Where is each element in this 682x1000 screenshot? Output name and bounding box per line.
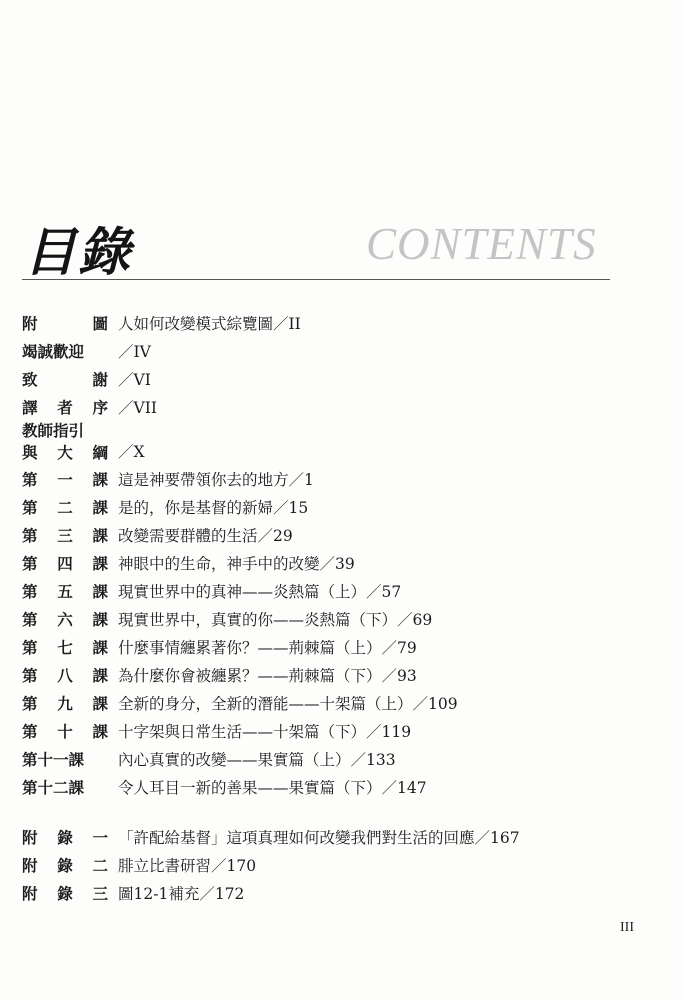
toc-entry-label: 附 錄 三 xyxy=(22,885,108,903)
toc-entry-title: 十字架與日常生活——十架篇（下）／119 xyxy=(118,723,412,741)
toc-entry-title: 腓立比書研習／170 xyxy=(118,857,257,875)
toc-entry xyxy=(22,394,642,422)
toc-entry-label: 第十二課 xyxy=(22,779,85,797)
toc-entry-title: ／VII xyxy=(118,399,157,417)
toc-entry-title: 現實世界中，真實的你——炎熱篇（下）／69 xyxy=(118,611,433,629)
toc-entry-label-line1: 教師指引 xyxy=(22,422,85,440)
toc-entry-label: 第 六 課 xyxy=(22,611,108,629)
toc-entry xyxy=(22,578,642,606)
toc-entry-label: 致 謝 xyxy=(22,371,108,389)
toc-entry-label: 第 八 課 xyxy=(22,667,108,685)
toc-entry-label-line2: 與 大 綱 xyxy=(22,444,108,462)
page-number: III xyxy=(620,920,634,935)
toc-entry xyxy=(22,494,642,522)
toc-entry xyxy=(22,310,642,338)
toc-entry-label: 竭誠歡迎 xyxy=(22,343,85,361)
toc-entry xyxy=(22,880,642,908)
page-title-english: CONTENTS xyxy=(366,219,597,269)
toc-entry xyxy=(22,718,642,746)
toc-entry xyxy=(22,824,642,852)
toc-entry xyxy=(22,690,642,718)
toc-entry xyxy=(22,338,642,366)
toc-entry xyxy=(22,852,642,880)
toc-entry-label: 譯 者 序 xyxy=(22,399,108,417)
toc-entry-label: 第 四 課 xyxy=(22,555,108,573)
toc-entry-title: 現實世界中的真神——炎熱篇（上）／57 xyxy=(118,583,402,601)
table-of-contents xyxy=(22,310,642,908)
toc-entry-title: 神眼中的生命，神手中的改變／39 xyxy=(118,555,355,573)
toc-entry-label: 第 二 課 xyxy=(22,499,108,517)
toc-entry xyxy=(22,522,642,550)
toc-entry-title: ／X xyxy=(118,443,145,461)
toc-entry-label: 第十一課 xyxy=(22,751,85,769)
title-divider xyxy=(22,279,610,280)
toc-entry-label: 附 圖 xyxy=(22,315,108,333)
toc-entry-title: 全新的身分，全新的潛能——十架篇（上）／109 xyxy=(118,695,458,713)
section-gap xyxy=(22,802,642,824)
toc-entry-title: 這是神要帶領你去的地方／1 xyxy=(118,471,314,489)
toc-entry-title: 「許配給基督」這項真理如何改變我們對生活的回應／167 xyxy=(118,829,520,847)
toc-entry xyxy=(22,634,642,662)
toc-entry-title: 圖12-1補充／172 xyxy=(118,885,245,903)
toc-entry xyxy=(22,606,642,634)
toc-entry xyxy=(22,422,642,466)
toc-entry-label: 附 錄 二 xyxy=(22,857,108,875)
toc-entry xyxy=(22,662,642,690)
toc-entry-title: 是的，你是基督的新婦／15 xyxy=(118,499,309,517)
toc-entry xyxy=(22,466,642,494)
toc-entry-title: ／IV xyxy=(118,343,151,361)
toc-entry-title: 人如何改變模式綜覽圖／II xyxy=(118,315,301,333)
toc-entry-title: 什麼事情纏累著你？——荊棘篇（上）／79 xyxy=(118,639,417,657)
toc-entry-label: 第 三 課 xyxy=(22,527,108,545)
toc-entry-label: 第 五 課 xyxy=(22,583,108,601)
page-title: 目錄 xyxy=(24,223,133,283)
toc-entry xyxy=(22,366,642,394)
toc-entry-label: 第 七 課 xyxy=(22,639,108,657)
toc-entry-label: 第 九 課 xyxy=(22,695,108,713)
toc-entry-label: 第 一 課 xyxy=(22,471,108,489)
toc-entry-title: 內心真實的改變——果實篇（上）／133 xyxy=(118,751,396,769)
toc-entry-title: 為什麼你會被纏累？——荊棘篇（下）／93 xyxy=(118,667,417,685)
toc-entry-title: 改變需要群體的生活／29 xyxy=(118,527,293,545)
toc-entry-title: ／VI xyxy=(118,371,151,389)
toc-entry xyxy=(22,774,642,802)
toc-entry-label: 附 錄 一 xyxy=(22,829,108,847)
toc-entry-label xyxy=(22,420,108,464)
toc-entry-label: 第 十 課 xyxy=(22,723,108,741)
toc-entry xyxy=(22,550,642,578)
toc-entry-title: 令人耳目一新的善果——果實篇（下）／147 xyxy=(118,779,427,797)
toc-entry xyxy=(22,746,642,774)
